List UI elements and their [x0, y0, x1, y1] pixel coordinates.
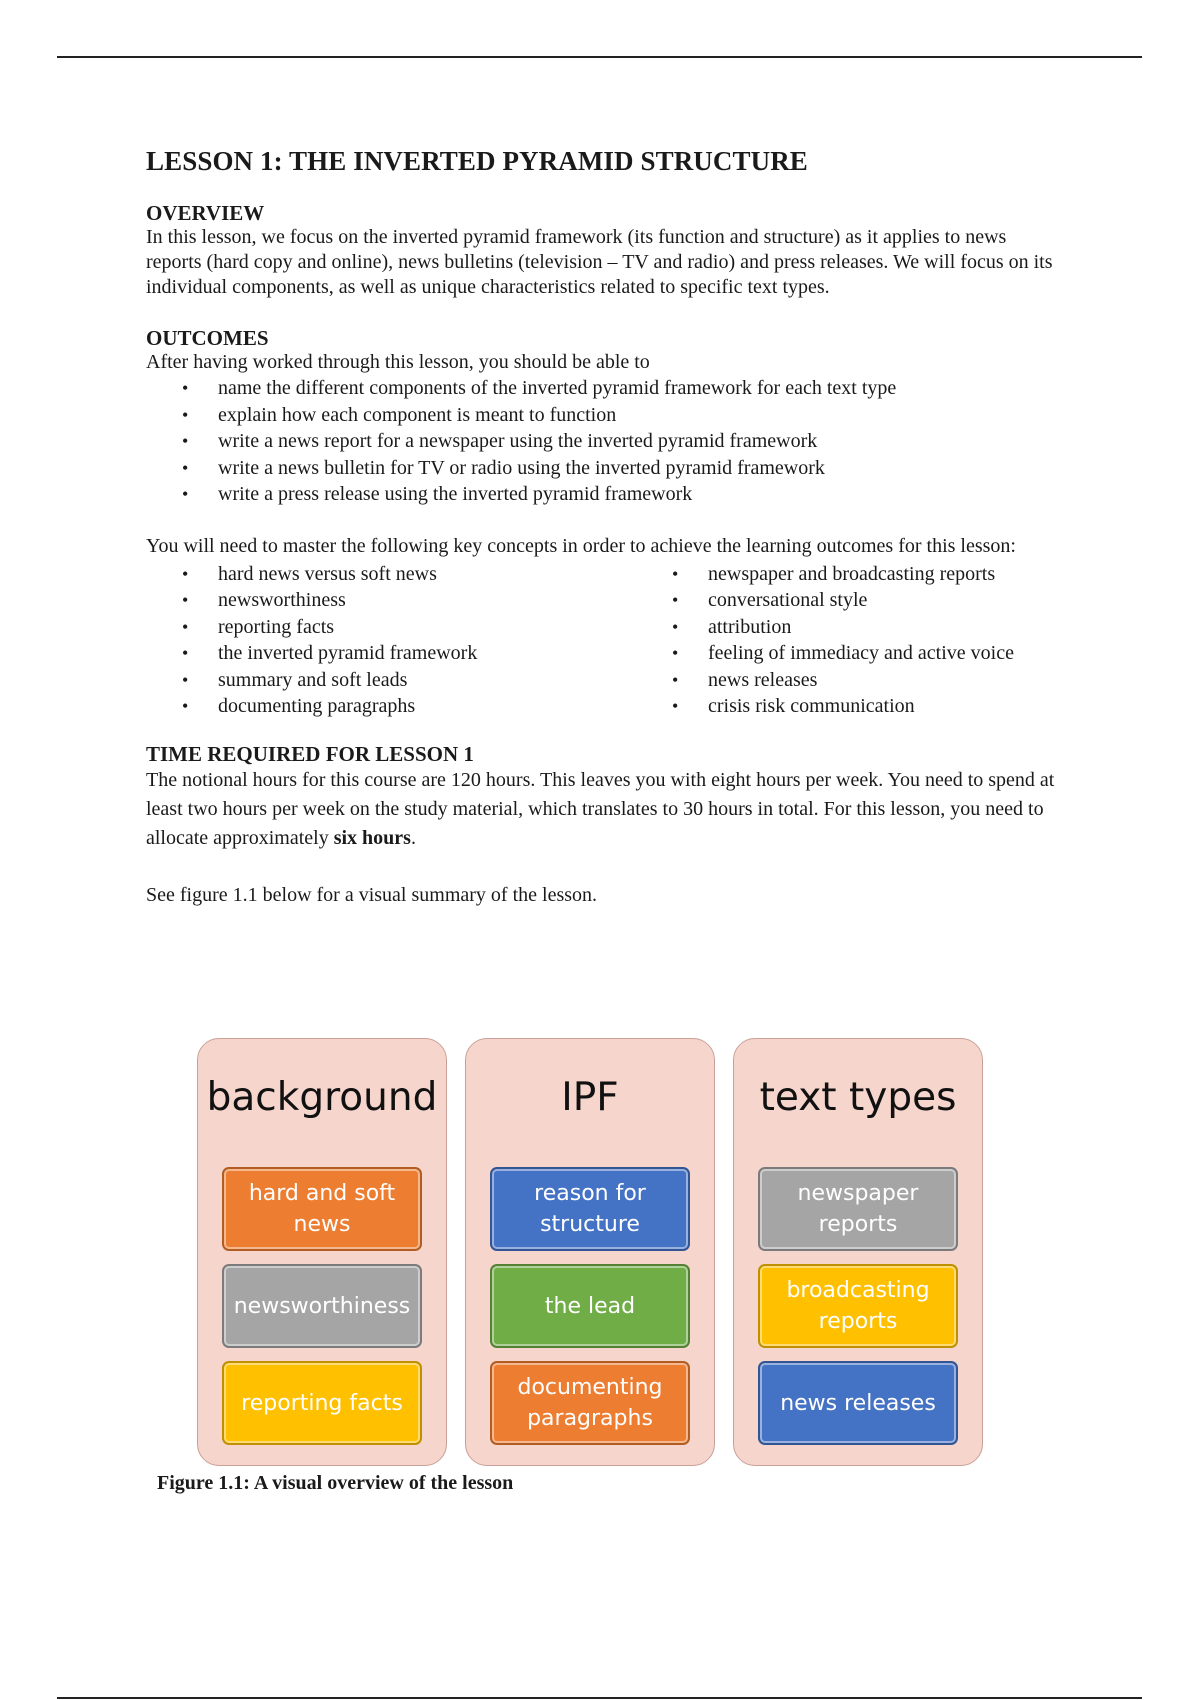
lesson-overview-figure: [197, 1038, 989, 1468]
time-heading: TIME REQUIRED FOR LESSON 1: [146, 741, 474, 766]
list-item: • write a news report for a newspaper using the inverted pyramid framework: [146, 428, 1066, 455]
footer-rule: [57, 1697, 1142, 1699]
figure-box: newspaper reports: [758, 1167, 958, 1251]
header-rule: [57, 56, 1142, 58]
list-item: • explain how each component is meant to function: [146, 402, 1066, 429]
figure-box: reason for structure: [490, 1167, 690, 1251]
figure-caption: Figure 1.1: A visual overview of the lesson: [157, 1472, 514, 1494]
list-item: • feeling of immediacy and active voice: [636, 640, 1066, 667]
outcomes-list: [146, 375, 1066, 508]
figure-box: hard and soft news: [222, 1167, 422, 1251]
list-item: • write a news bulletin for TV or radio using the inverted pyramid framework: [146, 455, 1066, 482]
concepts-columns: [146, 561, 1066, 720]
list-item: • hard news versus soft news: [146, 561, 636, 588]
figure-box: documenting paragraphs: [490, 1361, 690, 1445]
concepts-left-list: [146, 561, 636, 720]
list-item: • attribution: [636, 614, 1066, 641]
text-types-panel: [733, 1038, 983, 1466]
document-page: [146, 146, 1066, 910]
figure-box: broadcasting reports: [758, 1264, 958, 1348]
time-section: [146, 742, 1066, 910]
outcomes-heading: OUTCOMES: [146, 326, 269, 350]
time-text-bold: six hours: [333, 826, 411, 849]
see-figure-text: See figure 1.1 below for a visual summary of the lesson.: [146, 883, 598, 906]
list-item: • reporting facts: [146, 614, 636, 641]
list-item: • crisis risk communication: [636, 693, 1066, 720]
list-item: • documenting paragraphs: [146, 693, 636, 720]
figure-box: newsworthiness: [222, 1264, 422, 1348]
list-item: • conversational style: [636, 587, 1066, 614]
figure-box: the lead: [490, 1264, 690, 1348]
background-panel: [197, 1038, 447, 1466]
panel-title: background: [206, 1075, 438, 1120]
figure-box: reporting facts: [222, 1361, 422, 1445]
overview-heading: OVERVIEW: [146, 201, 265, 225]
overview-section: [146, 201, 1066, 300]
time-text-end: .: [410, 826, 416, 849]
list-item: • newsworthiness: [146, 587, 636, 614]
list-item: • name the different components of the inverted pyramid framework for each text type: [146, 375, 1066, 402]
list-item: • write a press release using the inverted pyramid framework: [146, 481, 1066, 508]
panel-title: IPF: [561, 1075, 619, 1120]
lesson-title: LESSON 1: THE INVERTED PYRAMID STRUCTURE: [146, 146, 808, 176]
list-item: • newspaper and broadcasting reports: [636, 561, 1066, 588]
time-text-main: The notional hours for this course are 120 hours. This leaves you with eight hours per week. You need to spend at least two hours per week on the study material, which translates to 30 hours in total. For this lesson, you need to allocate approximately: [146, 768, 1055, 849]
list-item: • summary and soft leads: [146, 667, 636, 694]
overview-text: In this lesson, we focus on the inverted pyramid framework (its function and structure) as it applies to news reports (hard copy and online), news bulletins (television – TV and radio) and press releases. We will focus on its individual components, as well as unique characteristics related to specific text types.: [146, 226, 1053, 298]
ipf-panel: [465, 1038, 715, 1466]
concepts-section: [146, 534, 1066, 720]
list-item: • news releases: [636, 667, 1066, 694]
outcomes-section: [146, 326, 1066, 508]
panel-title: text types: [759, 1075, 957, 1120]
list-item: • the inverted pyramid framework: [146, 640, 636, 667]
outcomes-intro: After having worked through this lesson, you should be able to: [146, 351, 650, 373]
figure-box: news releases: [758, 1361, 958, 1445]
time-text: [146, 766, 1066, 853]
concepts-intro: You will need to master the following key concepts in order to achieve the learning outcomes for this lesson:: [146, 534, 1016, 557]
concepts-right-list: [636, 561, 1066, 720]
